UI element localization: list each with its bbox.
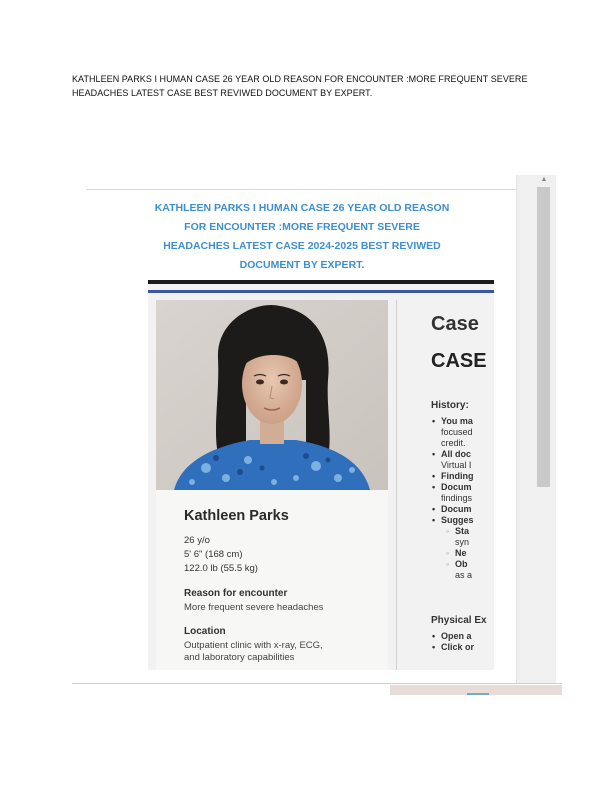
history-text: findings: [441, 493, 473, 503]
page-heading: [72, 72, 542, 100]
case-heading-caps: CASE: [431, 350, 487, 372]
scrollbar-thumb[interactable]: [537, 187, 550, 487]
embedded-screenshot: [72, 175, 562, 695]
location-label: Location: [184, 626, 226, 637]
patient-name: Kathleen Parks: [184, 508, 289, 524]
heading-line-2: HEADACHES LATEST CASE BEST REVIWED DOCUMENT BY EXPERT.: [72, 88, 373, 98]
patient-panel: [148, 280, 494, 670]
physical-bullet: • Open a: [441, 631, 472, 642]
history-subtext: syn: [455, 537, 470, 547]
case-title-line: DOCUMENT BY EXPERT.: [239, 259, 365, 271]
case-title-line: KATHLEEN PARKS I HUMAN CASE 26 YEAR OLD REASON: [154, 202, 450, 214]
patient-weight: 122.0 lb (55.5 kg): [184, 563, 258, 574]
reason-label: Reason for encounter: [184, 588, 288, 599]
patient-portrait-illustration: [156, 300, 388, 490]
history-label: History:: [431, 400, 469, 411]
history-bullet: • Finding: [441, 471, 474, 482]
history-text: credit.: [441, 438, 466, 448]
physical-exam-label: Physical Ex: [431, 615, 487, 626]
embedded-case-title: [112, 199, 492, 275]
history-subitem: ◦ Ob: [455, 559, 468, 570]
patient-photo: [156, 300, 388, 490]
case-title-line: HEADACHES LATEST CASE 2024-2025 BEST REVIWED: [163, 240, 441, 252]
history-text: Virtual I: [441, 460, 472, 470]
partial-image-accent: [467, 693, 489, 695]
scroll-up-arrow-icon[interactable]: ▲: [540, 176, 548, 183]
history-text: focused: [441, 427, 473, 437]
scroll-edge: [556, 175, 562, 683]
history-bullet: • All doc: [441, 449, 471, 460]
reason-text: More frequent severe headaches: [184, 602, 324, 613]
physical-bullet: • Click or: [441, 642, 474, 653]
patient-height: 5' 6" (168 cm): [184, 549, 243, 560]
case-heading: Case: [431, 313, 479, 335]
case-details-column: [431, 280, 494, 670]
history-subitem: ◦ Ne: [455, 548, 467, 559]
history-bullet: • You ma: [441, 416, 473, 427]
history-subtext: as a: [455, 570, 473, 580]
column-divider: [396, 300, 397, 670]
patient-age: 26 y/o: [184, 535, 210, 546]
history-bullet: • Docum: [441, 504, 472, 515]
top-divider: [86, 189, 538, 190]
case-title-line: FOR ENCOUNTER :MORE FREQUENT SEVERE: [184, 221, 420, 233]
history-bullet: • Docum: [441, 482, 472, 493]
heading-line-1: KATHLEEN PARKS I HUMAN CASE 26 YEAR OLD REASON FOR ENCOUNTER :MORE FREQUENT SEVERE: [72, 74, 528, 84]
location-line-2: and laboratory capabilities: [184, 652, 295, 663]
history-bullet: • Sugges: [441, 515, 474, 526]
history-subitem: ◦ Sta: [455, 526, 469, 537]
location-line-1: Outpatient clinic with x-ray, ECG,: [184, 640, 323, 651]
bottom-divider: [72, 683, 562, 684]
